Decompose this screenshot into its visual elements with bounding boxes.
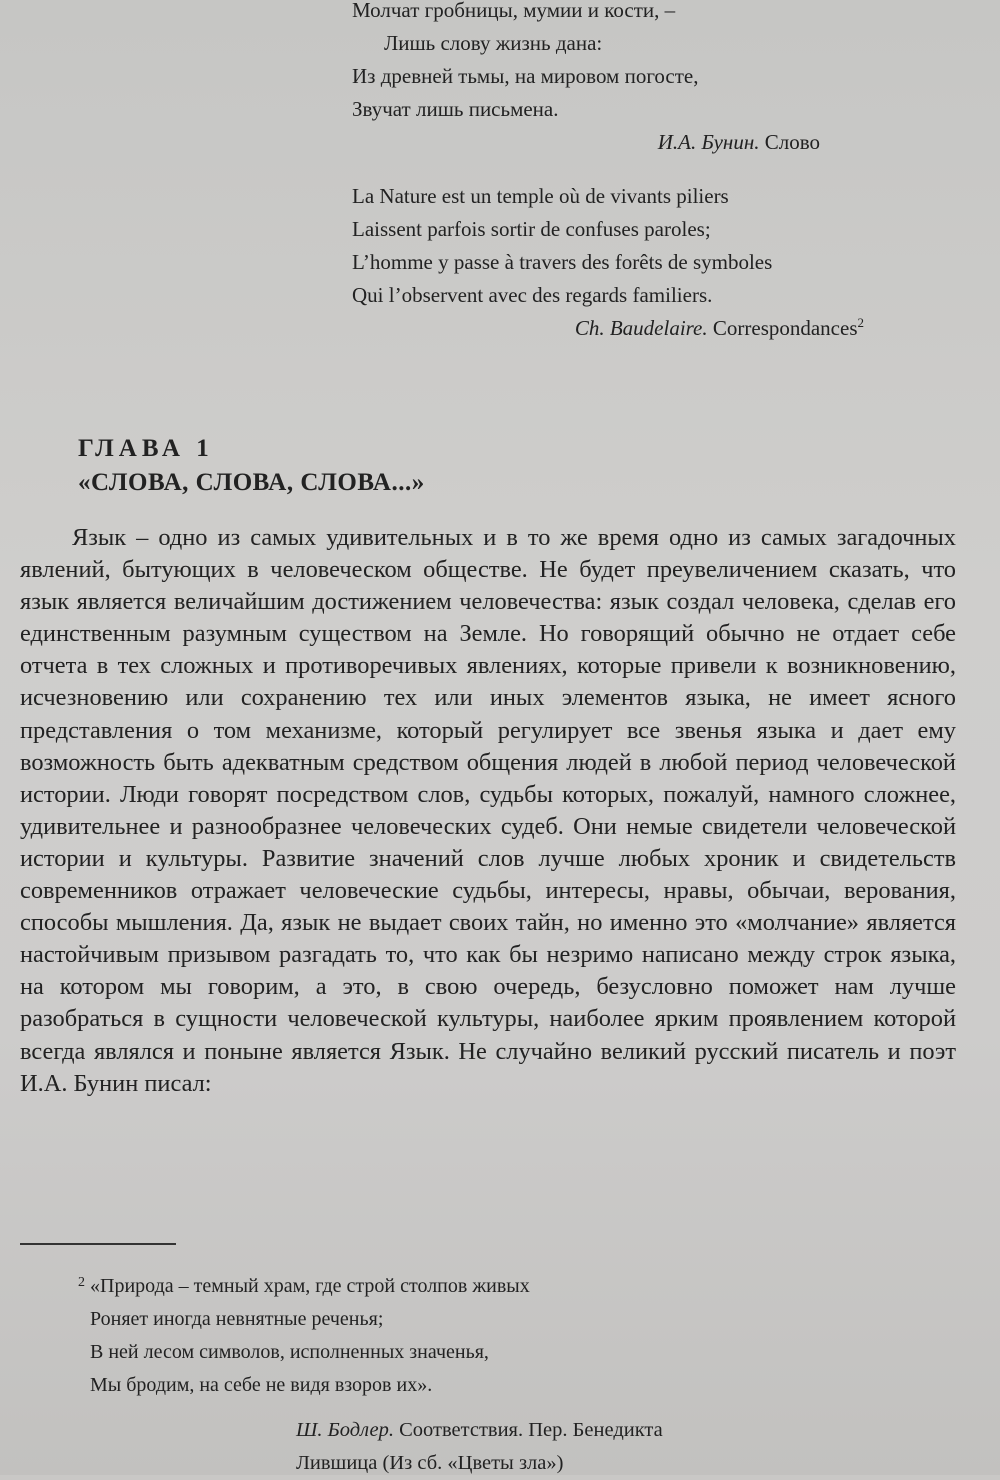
- footnote-line: Мы бродим, на себе не видя взоров их».: [90, 1374, 433, 1396]
- footnote-line: «Природа – темный храм, где строй столпов живых: [90, 1275, 530, 1297]
- footnote-line: В ней лесом символов, исполненных значенья,: [90, 1341, 489, 1363]
- epigraph-line: Qui l’observent avec des regards familiers.: [352, 283, 713, 307]
- chapter-number: ГЛАВА 1: [78, 435, 214, 462]
- epigraph-work: Слово: [764, 130, 820, 154]
- footnote-divider: [20, 1243, 176, 1245]
- epigraph-line: Laissent parfois sortir de confuses paroles;: [352, 217, 711, 241]
- epigraph-line: Из древней тьмы, на мировом погосте,: [352, 64, 699, 88]
- footnote-line: Роняет иногда невнятные реченья;: [90, 1308, 384, 1330]
- epigraph-line: La Nature est un temple où de vivants piliers: [352, 184, 729, 208]
- epigraph-line: L’homme y passe à travers des forêts de symboles: [352, 250, 773, 274]
- epigraph-author: И.А. Бунин.: [657, 130, 760, 154]
- epigraph-baudelaire: [352, 180, 912, 345]
- epigraph-attribution: [352, 312, 912, 345]
- epigraph-bunin: [352, 0, 912, 159]
- chapter-heading: [78, 432, 425, 500]
- footnote-source-continued: Лившица (Из сб. «Цветы зла»): [296, 1452, 564, 1474]
- body-paragraph: Язык – одно из самых удивительных и в то же время одно из самых загадочных явлений, бытующих в человеческом обществе. Не будет преувеличением сказать, что язык является величайшим достижением человечества: язык создал человека, сделав его единственным разумным существом на Земле. Но говорящий обычно не отдает себе отчета в тех сложных и противоречивых явлениях, которые привели к возникновению, исчезновению или сохранению тех или иных элементов языка, не имеет ясного представления о том механизме, который регулирует все звенья языка и дает ему возможность быть адекватным средством общения людей в любой период человеческой истории. Люди говорят посредством слов, судьбы которых, пожалуй, намного сложнее, удивительнее и разнообразнее человеческих судеб. Они немые свидетели человеческой истории и культуры. Развитие значений слов лучше любых хроник и свидетельств современников отражает человеческие судьбы, интересы, нравы, обычаи, верования, способы мышления. Да, язык не выдает своих тайн, но именно это «молчание» является настойчивым призывом разгадать то, что как бы незримо написано между строк языка, на котором мы говорим, а это, в свою очередь, безусловно поможет нам лучше разобраться в сущности человеческой культуры, наиболее ярким проявлением которой всегда являлся и поныне является Язык. Не случайно великий русский писатель и поэт И.А. Бунин писал:: [20, 524, 956, 1097]
- epigraph-attribution: [352, 126, 912, 159]
- epigraph-work: Correspondances: [712, 316, 858, 340]
- epigraph-line: Звучат лишь письмена.: [352, 97, 559, 121]
- footnote-author: Ш. Бодлер.: [296, 1419, 394, 1441]
- footnote-mark: 2: [78, 1275, 85, 1290]
- epigraph-line: Молчат гробницы, мумии и кости, –: [352, 0, 676, 22]
- footnote-attribution: [78, 1414, 938, 1480]
- footnote: [78, 1270, 938, 1480]
- footnote-source: Соответствия. Пер. Бенедикта: [399, 1419, 663, 1441]
- epigraph-author: Ch. Baudelaire.: [574, 316, 708, 340]
- epigraph-line: Лишь слову жизнь дана:: [384, 31, 603, 55]
- footnote-reference: 2: [857, 315, 864, 330]
- chapter-title: «СЛОВА, СЛОВА, СЛОВА...»: [78, 469, 425, 496]
